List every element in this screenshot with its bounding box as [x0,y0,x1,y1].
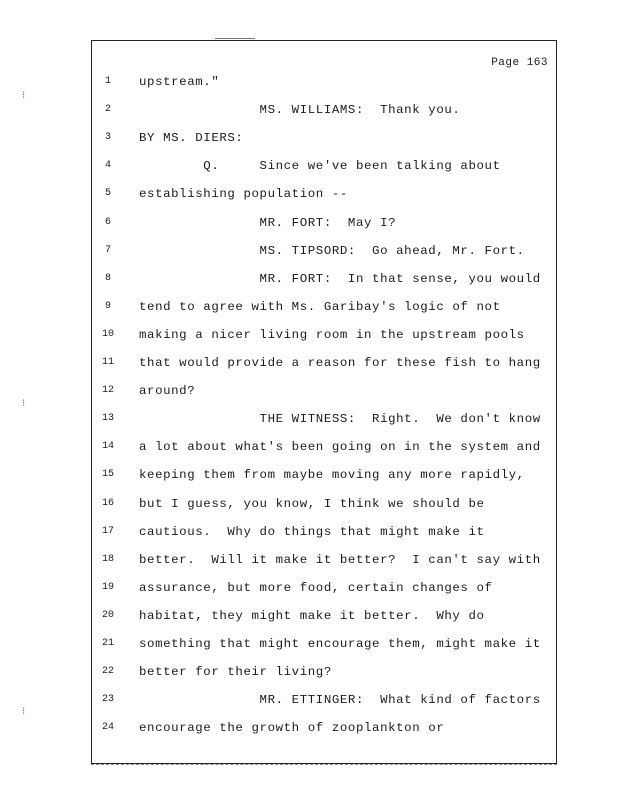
line-text: MR. FORT: May I? [139,215,397,230]
margin-mark: ⁝ [22,399,26,410]
line-text: a lot about what's been going on in the system and [139,440,541,455]
line-text: cautious. Why do things that might make it [139,524,485,539]
transcript-line [92,76,558,104]
transcript-line [92,441,558,469]
line-text: that would provide a reason for these fish to hang [139,356,541,370]
line-text: assurance, but more food, certain changes of [139,580,493,595]
line-number: 21 [101,638,114,649]
margin-mark: ⁝ [22,91,26,102]
transcript-line [92,413,558,441]
transcript-line [92,329,558,357]
line-number: 13 [101,413,114,425]
line-number: 7 [104,244,111,256]
transcript-line [92,188,558,216]
line-text: around? [139,384,196,399]
line-text: establishing population -- [139,187,348,202]
line-text: better. Will it make it better? I can't say with [139,552,541,567]
line-number: 18 [101,553,114,565]
line-text: MS. TIPSORD: Go ahead, Mr. Fort. [139,243,525,258]
transcript-line [92,526,558,554]
line-number: 9 [104,300,111,312]
line-text: BY MS. DIERS: [139,131,244,146]
line-number: 8 [104,272,111,284]
transcript-line [92,104,558,132]
line-text: upstream." [139,75,220,89]
line-number: 20 [101,609,114,621]
page-number: Page 163 [491,57,548,69]
line-number: 11 [101,357,114,368]
top-rule [215,38,255,39]
line-number: 15 [101,469,114,481]
line-text: something that might encourage them, might make it [139,637,541,651]
transcript-line [92,610,558,638]
line-text: encourage the growth of zooplankton or [139,721,445,736]
line-text: making a nicer living room in the upstream pools [139,327,525,342]
line-number: 4 [104,160,111,172]
line-text: MR. FORT: In that sense, you would [139,271,541,286]
transcript-line [92,217,558,245]
line-number: 14 [101,441,114,453]
line-text: Q. Since we've been talking about [139,159,501,174]
line-number: 24 [101,722,114,734]
line-number: 5 [104,188,111,200]
transcript-line [92,694,558,722]
transcript-line [92,385,558,413]
line-number: 16 [101,497,114,509]
line-number: 19 [101,581,114,593]
line-text: habitat, they might make it better. Why do [139,608,485,623]
transcript-line [92,132,558,160]
transcript-line [92,498,558,526]
transcript-line [92,582,558,610]
transcript-line [92,666,558,694]
transcript-line [92,160,558,188]
line-number: 3 [104,132,111,144]
transcript-page [91,40,557,764]
line-number: 22 [101,666,114,678]
line-number: 17 [101,525,114,537]
line-text: MS. WILLIAMS: Thank you. [139,103,461,118]
line-number: 6 [104,216,111,228]
line-number: 12 [101,385,114,397]
transcript-line [92,301,558,329]
margin-mark: ⁝ [22,707,26,718]
transcript-line [92,469,558,497]
line-number: 2 [104,104,111,116]
line-text: but I guess, you know, I think we should be [139,496,485,511]
transcript-line [92,554,558,582]
line-text: THE WITNESS: Right. We don't know [139,412,541,427]
bottom-rule [91,764,557,765]
transcript-line [92,722,558,750]
transcript-line [92,638,558,666]
line-number: 10 [101,328,114,340]
transcript-line [92,273,558,301]
transcript-line [92,245,558,273]
line-number: 23 [101,694,114,706]
line-text: better for their living? [139,665,332,680]
line-number: 1 [104,76,111,87]
transcript-line [92,357,558,385]
line-text: keeping them from maybe moving any more rapidly, [139,468,525,483]
line-text: MR. ETTINGER: What kind of factors [139,693,541,708]
line-text: tend to agree with Ms. Garibay's logic of not [139,299,501,314]
